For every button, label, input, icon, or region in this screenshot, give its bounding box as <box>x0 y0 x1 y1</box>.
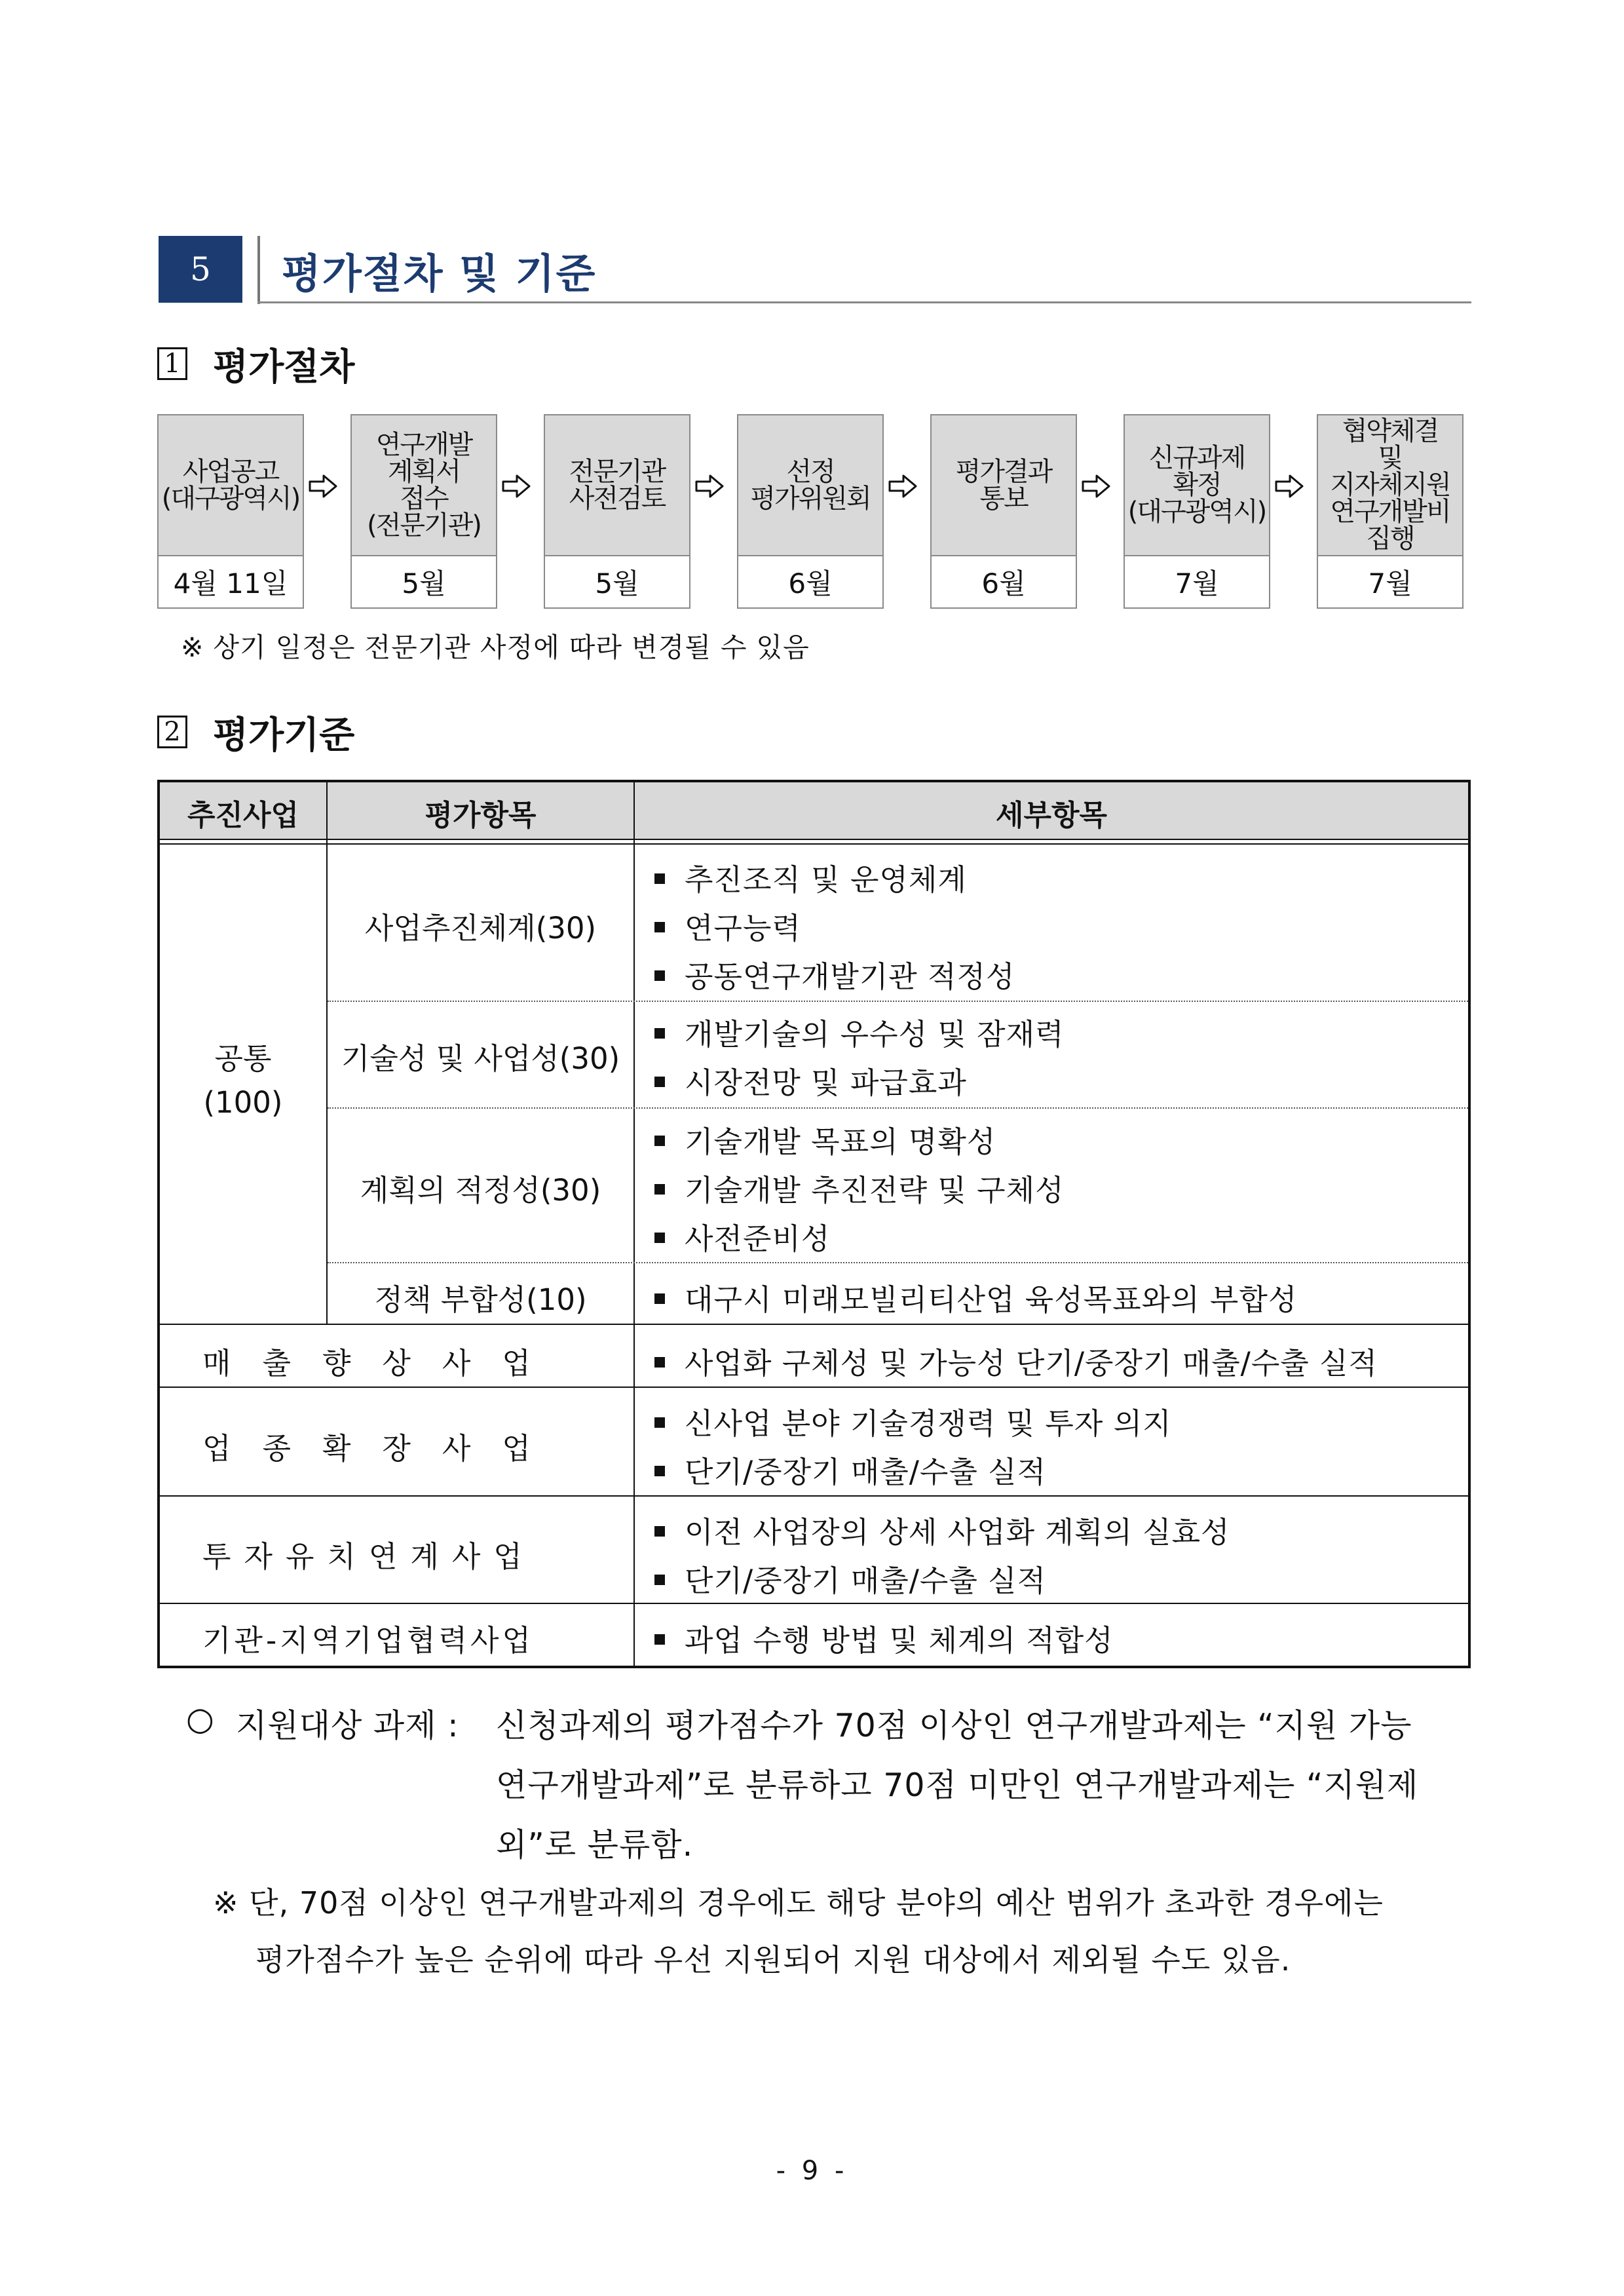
program-name: 기관-지역기업협력사업 <box>202 1623 534 1658</box>
subsection-title-procedure: 평가절차 <box>213 346 355 389</box>
subsection-number-procedure: 1 <box>157 347 187 380</box>
section-title: 평가절차 및 기준 <box>282 250 597 297</box>
row-divider-2 <box>160 1387 1468 1388</box>
row-divider-dotted-2 <box>328 1107 1468 1109</box>
support-marker: ○ <box>186 1700 215 1738</box>
detail-item: 시장전망 및 파급효과 <box>654 1059 967 1101</box>
support-note-line: ※ 단, 70점 이상인 연구개발과제의 경우에도 해당 분야의 예산 범위가 초과한 경우에는 <box>213 1885 1384 1921</box>
common-label: 공통 <box>214 1041 272 1076</box>
page-number: - 9 - <box>776 2156 848 2186</box>
row-divider-1 <box>160 1324 1468 1325</box>
header-item: 평가항목 <box>425 799 537 832</box>
detail-item: 연구능력 <box>654 904 801 947</box>
common-score: (100) <box>203 1085 283 1120</box>
subsection-title-criteria: 평가기준 <box>213 714 355 757</box>
header-program: 추진사업 <box>187 799 299 832</box>
header-rule-bottom <box>160 843 1468 845</box>
bullet-square-icon <box>654 1634 665 1645</box>
program-name: 업종확장사업 <box>202 1431 562 1466</box>
detail-item: 공동연구개발기관 적정성 <box>654 953 1015 995</box>
detail-item: 대구시 미래모빌리티산업 육성목표와의 부합성 <box>654 1276 1297 1318</box>
process-step-date: 7월 <box>1317 555 1463 609</box>
bullet-square-icon <box>654 1357 665 1368</box>
process-step-box: 사업공고 (대구광역시) <box>157 414 304 556</box>
procedure-note: ※ 상기 일정은 전문기관 사정에 따라 변경될 수 있음 <box>181 632 810 663</box>
bullet-square-icon <box>654 1184 665 1195</box>
item-name: 기술성 및 사업성(30) <box>341 1041 620 1076</box>
bullet-square-icon <box>654 1466 665 1476</box>
bullet-square-icon <box>654 970 665 981</box>
detail-item: 과업 수행 방법 및 체계의 적합성 <box>654 1617 1114 1659</box>
bullet-square-icon <box>654 1526 665 1537</box>
support-line: 외”로 분류함. <box>496 1826 694 1864</box>
process-step-date: 7월 <box>1124 555 1270 609</box>
bullet-square-icon <box>654 1293 665 1304</box>
detail-item: 단기/중장기 매출/수출 실적 <box>654 1448 1046 1491</box>
row-divider-dotted-3 <box>328 1262 1468 1263</box>
program-name: 매출향상사업 <box>202 1346 562 1381</box>
process-step-date: 6월 <box>737 555 884 609</box>
support-label: 지원대상 과제 : <box>236 1707 459 1744</box>
item-name: 정책 부합성(10) <box>374 1282 587 1317</box>
process-step-date: 6월 <box>930 555 1077 609</box>
process-step-date: 4월 11일 <box>157 555 304 609</box>
bullet-square-icon <box>654 873 665 884</box>
process-step-box: 신규과제 확정 (대구광역시) <box>1124 414 1270 556</box>
bullet-square-icon <box>654 1417 665 1428</box>
bullet-square-icon <box>654 922 665 932</box>
hollow-arrow-right-icon <box>888 473 918 499</box>
hollow-arrow-right-icon <box>694 473 725 499</box>
header-detail: 세부항목 <box>995 799 1107 832</box>
detail-item: 추진조직 및 운영체계 <box>654 856 967 898</box>
detail-item: 기술개발 목표의 명확성 <box>654 1118 996 1160</box>
process-step-date: 5월 <box>350 555 497 609</box>
row-divider-3 <box>160 1495 1468 1497</box>
bullet-square-icon <box>654 1028 665 1039</box>
row-divider-4 <box>160 1603 1468 1604</box>
detail-item: 사업화 구체성 및 가능성 단기/중장기 매출/수출 실적 <box>654 1339 1378 1382</box>
process-step-box: 전문기관 사전검토 <box>544 414 690 556</box>
program-name: 투자유치연계사업 <box>202 1539 535 1574</box>
detail-item: 이전 사업장의 상세 사업화 계획의 실효성 <box>654 1508 1230 1551</box>
item-name: 계획의 적정성(30) <box>360 1173 601 1208</box>
support-line: 신청과제의 평가점수가 70점 이상인 연구개발과제는 “지원 가능 <box>496 1707 1412 1744</box>
hollow-arrow-right-icon <box>1274 473 1304 499</box>
detail-item: 신사업 분야 기술경쟁력 및 투자 의지 <box>654 1400 1172 1442</box>
detail-item: 기술개발 추진전략 및 구체성 <box>654 1166 1065 1209</box>
item-name: 사업추진체계(30) <box>364 911 597 946</box>
hollow-arrow-right-icon <box>501 473 531 499</box>
bullet-square-icon <box>654 1233 665 1243</box>
process-step-date: 5월 <box>544 555 690 609</box>
detail-item: 개발기술의 우수성 및 잠재력 <box>654 1010 1065 1053</box>
bullet-square-icon <box>654 1575 665 1585</box>
process-step-box: 연구개발 계획서 접수 (전문기관) <box>350 414 497 556</box>
process-step-box: 선정 평가위원회 <box>737 414 884 556</box>
section-underline <box>257 301 1471 303</box>
detail-item: 사전준비성 <box>654 1215 830 1257</box>
section-number: 5 <box>159 236 242 303</box>
detail-item: 단기/중장기 매출/수출 실적 <box>654 1557 1046 1599</box>
support-line: 연구개발과제”로 분류하고 70점 미만인 연구개발과제는 “지원제 <box>496 1767 1419 1804</box>
section-divider <box>257 236 260 304</box>
support-note-line: 평가점수가 높은 순위에 따라 우선 지원되어 지원 대상에서 제외될 수도 있음. <box>255 1942 1291 1978</box>
hollow-arrow-right-icon <box>1081 473 1111 499</box>
subsection-number-criteria: 2 <box>157 716 187 748</box>
bullet-square-icon <box>654 1136 665 1146</box>
hollow-arrow-right-icon <box>308 473 338 499</box>
criteria-table <box>157 780 1471 1668</box>
row-divider-dotted-1 <box>328 1001 1468 1002</box>
process-step-box: 협약체결 및 지자체지원 연구개발비 집행 <box>1317 414 1463 556</box>
col-divider-2 <box>633 782 635 1666</box>
header-rule-top <box>160 839 1468 840</box>
process-step-box: 평가결과 통보 <box>930 414 1077 556</box>
bullet-square-icon <box>654 1077 665 1087</box>
